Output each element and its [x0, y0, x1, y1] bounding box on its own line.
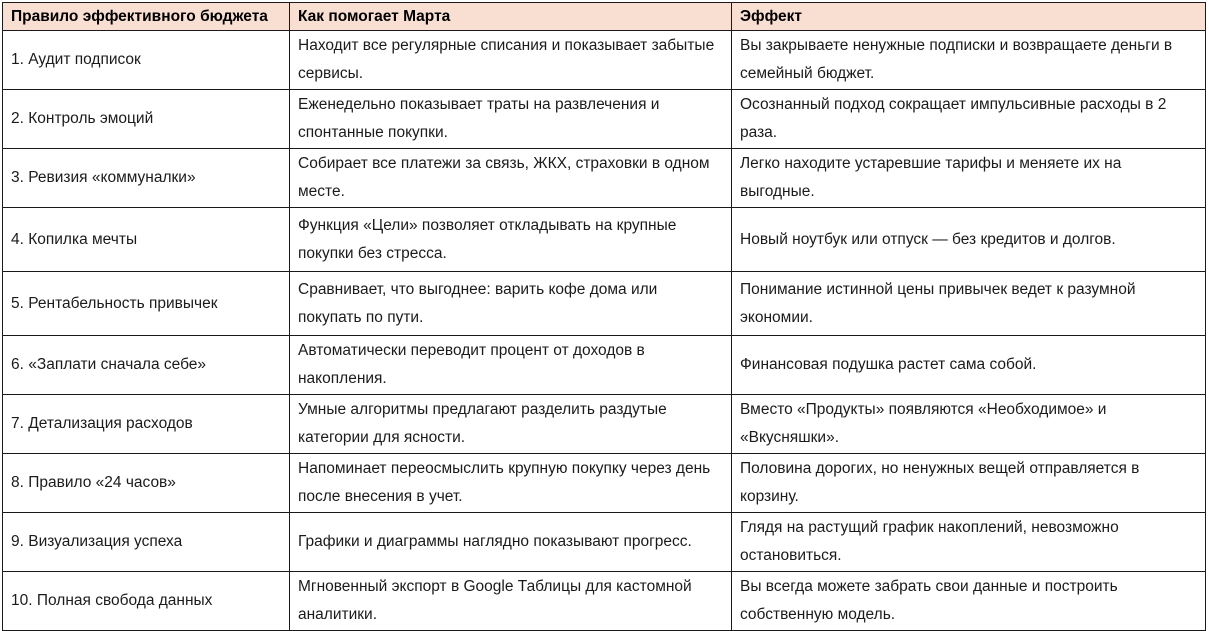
effect-cell: Финансовая подушка растет сама собой. [732, 336, 1206, 395]
budget-rules-table [2, 2, 1206, 631]
rule-cell: 10. Полная свобода данных [3, 572, 290, 631]
how-cell: Мгновенный экспорт в Google Таблицы для кастомной аналитики. [290, 572, 732, 631]
how-cell: Умные алгоритмы предлагают разделить раздутые категории для ясности. [290, 395, 732, 454]
table-row [3, 208, 1206, 272]
table-row [3, 149, 1206, 208]
effect-cell: Легко находите устаревшие тарифы и меняете их на выгодные. [732, 149, 1206, 208]
how-cell: Собирает все платежи за связь, ЖКХ, страховки в одном месте. [290, 149, 732, 208]
rule-cell: 7. Детализация расходов [3, 395, 290, 454]
table-row [3, 513, 1206, 572]
effect-cell: Новый ноутбук или отпуск — без кредитов и долгов. [732, 208, 1206, 272]
table-row [3, 336, 1206, 395]
rule-cell: 5. Рентабельность привычек [3, 272, 290, 336]
table-row [3, 90, 1206, 149]
effect-cell: Вместо «Продукты» появляются «Необходимое» и «Вкусняшки». [732, 395, 1206, 454]
rule-cell: 1. Аудит подписок [3, 31, 290, 90]
how-cell: Функция «Цели» позволяет откладывать на крупные покупки без стресса. [290, 208, 732, 272]
table-body [3, 31, 1206, 631]
column-header-marta: Как помогает Марта [290, 3, 732, 31]
column-header-effect: Эффект [732, 3, 1206, 31]
table-row [3, 395, 1206, 454]
how-cell: Автоматически переводит процент от доходов в накопления. [290, 336, 732, 395]
how-cell: Еженедельно показывает траты на развлечения и спонтанные покупки. [290, 90, 732, 149]
rule-cell: 6. «Заплати сначала себе» [3, 336, 290, 395]
effect-cell: Глядя на растущий график накоплений, невозможно остановиться. [732, 513, 1206, 572]
column-header-rule: Правило эффективного бюджета [3, 3, 290, 31]
rule-cell: 9. Визуализация успеха [3, 513, 290, 572]
table-row [3, 31, 1206, 90]
rule-cell: 2. Контроль эмоций [3, 90, 290, 149]
effect-cell: Понимание истинной цены привычек ведет к разумной экономии. [732, 272, 1206, 336]
how-cell: Напоминает переосмыслить крупную покупку через день после внесения в учет. [290, 454, 732, 513]
table-row [3, 454, 1206, 513]
effect-cell: Половина дорогих, но ненужных вещей отправляется в корзину. [732, 454, 1206, 513]
rule-cell: 4. Копилка мечты [3, 208, 290, 272]
table-header [3, 3, 1206, 31]
effect-cell: Вы закрываете ненужные подписки и возвращаете деньги в семейный бюджет. [732, 31, 1206, 90]
effect-cell: Вы всегда можете забрать свои данные и построить собственную модель. [732, 572, 1206, 631]
table-row [3, 272, 1206, 336]
table-row [3, 572, 1206, 631]
how-cell: Находит все регулярные списания и показывает забытые сервисы. [290, 31, 732, 90]
header-row [3, 3, 1206, 31]
rule-cell: 8. Правило «24 часов» [3, 454, 290, 513]
effect-cell: Осознанный подход сокращает импульсивные расходы в 2 раза. [732, 90, 1206, 149]
how-cell: Сравнивает, что выгоднее: варить кофе дома или покупать по пути. [290, 272, 732, 336]
rule-cell: 3. Ревизия «коммуналки» [3, 149, 290, 208]
how-cell: Графики и диаграммы наглядно показывают прогресс. [290, 513, 732, 572]
